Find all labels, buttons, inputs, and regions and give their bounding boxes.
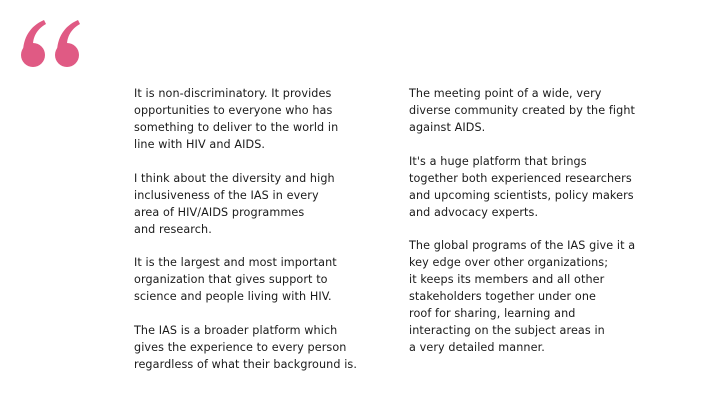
quote-paragraph: The meeting point of a wide, very diverse community created by the fight against AIDS. (409, 87, 636, 134)
quote-paragraph: I think about the diversity and high inclusiveness of the IAS in every area of HIV/AIDS programmes and research. (134, 171, 335, 236)
quote-paragraph: It's a huge platform that brings together both experienced researchers and upcoming scientists, policy makers and advocacy experts. (409, 154, 634, 219)
quote-glyph-right (55, 20, 80, 67)
quote-paragraph: The IAS is a broader platform which gives the experience to every person regardless of what their background is. (134, 323, 358, 371)
quotation-mark-icon (20, 18, 82, 70)
quote-paragraph: The global programs of the IAS give it a key edge over other organizations; it keeps its members and all other stakeholders together under one roof for sharing, learning and interacting on the subject areas in a very detailed manner. (409, 239, 636, 354)
quote-paragraph: It is non-discriminatory. It provides opportunities to everyone who has something to deliver to the world in line with HIV and AIDS. (134, 87, 339, 151)
left-quotes-column (134, 85, 379, 389)
quote-paragraph: It is the largest and most important organization that gives support to science and people living with HIV. (134, 256, 337, 303)
right-quotes-column (409, 85, 654, 373)
quote-glyph-left (21, 20, 46, 67)
